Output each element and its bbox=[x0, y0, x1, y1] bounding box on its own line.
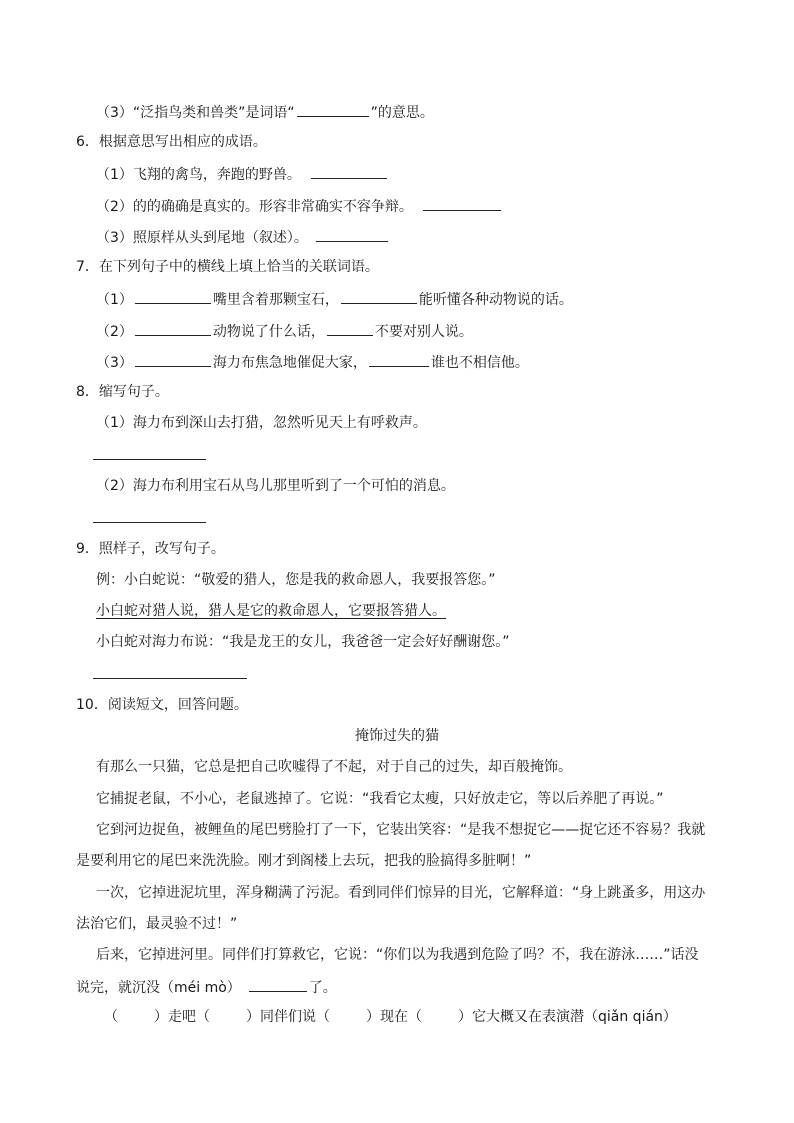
q6-item-2 bbox=[96, 195, 503, 215]
q7-item-2-text-a: 动物说了什么话， bbox=[212, 324, 325, 340]
q6-heading: 6．根据意思写出相应的成语。 bbox=[76, 134, 267, 150]
passage-paragraph-3-line-1: 它到河边捉鱼，被鲤鱼的尾巴劈脸打了一下，它装出笑容：“是我不想捉它——捉它还不容易？我就 bbox=[96, 822, 706, 838]
q7-item-3-text-b: 谁也不相信他。 bbox=[430, 355, 529, 371]
answer-blank[interactable] bbox=[316, 226, 388, 242]
order-blank[interactable]: （ ） bbox=[196, 1009, 260, 1025]
q8-item-1: （1）海力布到深山去打猎，忽然听见天上有呼救声。 bbox=[96, 415, 427, 431]
passage-paragraph-1: 有那么一只猫，它总是把自己吹嘘得了不起，对于自己的过失，却百般掩饰。 bbox=[96, 759, 572, 775]
q5-item-3-suffix: ”的意思。 bbox=[370, 105, 434, 121]
q7-item-2 bbox=[96, 320, 473, 340]
q7-item-1-text-a: 嘴里含着那颗宝石， bbox=[212, 292, 339, 308]
q5-item-3 bbox=[96, 101, 434, 121]
q7-item-1-number: （1） bbox=[96, 292, 133, 308]
answer-line[interactable] bbox=[93, 458, 206, 460]
passage-paragraph-4-line-2: 法治它们，最灵验不过！” bbox=[76, 916, 238, 932]
passage-paragraph-5-text: 说完，就沉没（méi mò） bbox=[76, 980, 241, 996]
option-text: 同伴们说 bbox=[260, 1009, 316, 1025]
option-text: 它大概又在表演潜（qiǎn qián） bbox=[472, 1009, 677, 1025]
answer-blank[interactable] bbox=[135, 288, 211, 304]
q9-task: 小白蛇对海力布说：“我是龙王的女儿，我爸爸一定会好好酬谢您。” bbox=[96, 634, 510, 650]
answer-blank[interactable] bbox=[297, 101, 369, 117]
q7-item-1 bbox=[96, 288, 573, 308]
option-text: 现在 bbox=[380, 1009, 408, 1025]
order-blank[interactable]: （ ） bbox=[316, 1009, 380, 1025]
q5-item-3-text: （3）“泛指鸟类和兽类”是词语“ bbox=[96, 105, 295, 121]
passage-paragraph-3-line-2: 是要利用它的尾巴来洗洗脸。刚才到阁楼上去玩，把我的脸搞得多脏啊！” bbox=[76, 853, 532, 869]
q9-example: 例：小白蛇说：“敬爱的猎人，您是我的救命恩人，我要报答您。” bbox=[96, 572, 496, 588]
answer-blank[interactable] bbox=[135, 351, 211, 367]
answer-blank[interactable] bbox=[135, 320, 211, 336]
q6-item-3-text: （3）照原样从头到尾地（叙述）。 bbox=[96, 230, 308, 246]
q6-item-1 bbox=[96, 163, 389, 183]
q7-item-3-text-a: 海力布焦急地催促大家， bbox=[212, 355, 367, 371]
passage-paragraph-5-line-1: 后来，它掉进河里。同伴们打算救它，它说：“你们以为我遇到危险了吗？不，我在游泳……”话没 bbox=[96, 947, 699, 963]
answer-blank[interactable] bbox=[327, 320, 373, 336]
q9-heading: 9．照样子，改写句子。 bbox=[76, 541, 225, 557]
q7-item-1-text-b: 能听懂各种动物说的话。 bbox=[418, 292, 573, 308]
q8-heading: 8．缩写句子。 bbox=[76, 384, 169, 400]
q7-item-2-text-b: 不要对别人说。 bbox=[374, 324, 473, 340]
answer-blank[interactable] bbox=[249, 976, 307, 992]
answer-blank[interactable] bbox=[341, 288, 417, 304]
answer-blank[interactable] bbox=[369, 351, 429, 367]
passage-paragraph-5-line-2 bbox=[76, 976, 337, 996]
q10-heading: 10．阅读短文，回答问题。 bbox=[76, 697, 248, 713]
passage-paragraph-2: 它捕捉老鼠，不小心，老鼠逃掉了。它说：“我看它太瘦，只好放走它，等以后养肥了再说。” bbox=[96, 791, 664, 807]
q7-item-2-number: （2） bbox=[96, 324, 133, 340]
answer-line[interactable] bbox=[93, 521, 206, 523]
q6-item-1-text: （1）飞翔的禽鸟，奔跑的野兽。 bbox=[96, 167, 301, 183]
order-blank[interactable]: （ ） bbox=[408, 1009, 472, 1025]
sentence-order-options bbox=[104, 1007, 677, 1027]
q7-item-3-number: （3） bbox=[96, 355, 133, 371]
q6-item-3 bbox=[96, 226, 390, 246]
answer-blank[interactable] bbox=[423, 195, 501, 211]
passage-paragraph-4-line-1: 一次，它掉进泥坑里，浑身糊满了污泥。看到同伴们惊异的目光，它解释道：“身上跳蚤多，用这办 bbox=[96, 885, 706, 901]
q7-item-3 bbox=[96, 351, 529, 371]
answer-line[interactable] bbox=[93, 677, 247, 679]
q6-item-2-text: （2）的的确确是真实的。形容非常确实不容争辩。 bbox=[96, 199, 413, 215]
q7-heading: 7．在下列句子中的横线上填上恰当的关联词语。 bbox=[76, 259, 379, 275]
order-blank[interactable]: （ ） bbox=[104, 1009, 168, 1025]
answer-blank[interactable] bbox=[311, 163, 387, 179]
option-text: 走吧 bbox=[168, 1009, 196, 1025]
passage-title: 掩饰过失的猫 bbox=[355, 728, 439, 744]
q9-example-answer: 小白蛇对猎人说，猎人是它的救命恩人，它要报答猎人。 bbox=[96, 603, 446, 619]
q8-item-2: （2）海力布利用宝石从鸟儿那里听到了一个可怕的消息。 bbox=[96, 478, 455, 494]
passage-paragraph-5-suffix: 了。 bbox=[308, 980, 337, 996]
